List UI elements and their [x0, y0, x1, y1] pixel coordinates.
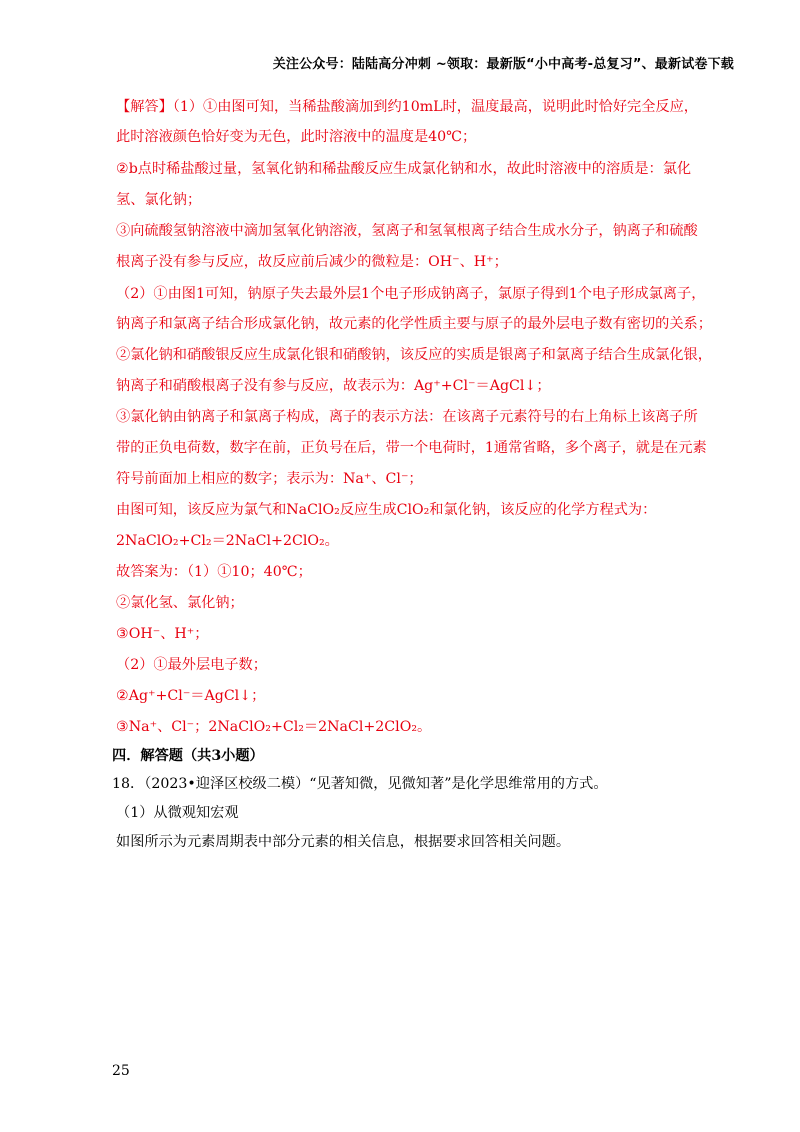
answer-line: 此时溶液颜色恰好变为无色，此时溶液中的温度是40℃；	[116, 129, 477, 145]
section-title: 四．解答题（共3小题）	[112, 748, 264, 764]
page-number: 25	[112, 1063, 130, 1079]
question-line: 如图所示为元素周期表中部分元素的相关信息，根据要求回答相关问题。	[116, 834, 571, 850]
answer-line: 钠离子和氯离子结合形成氯化钠，故元素的化学性质主要与原子的最外层电子数有密切的关系；	[116, 316, 712, 332]
answer-line: 2NaClO₂+Cl₂＝2NaCl+2ClO₂。	[116, 533, 339, 549]
answer-line: 由图可知，该反应为氯气和NaClO₂反应生成ClO₂和氯化钠，该反应的化学方程式为：	[116, 502, 657, 518]
answer-line: ②b点时稀盐酸过量，氢氧化钠和稀盐酸反应生成氯化钠和水，故此时溶液中的溶质是：氯化	[116, 161, 692, 177]
answer-line: （2）①最外层电子数；	[116, 657, 267, 673]
answer-line: ②氯化氢、氯化钠；	[116, 595, 244, 611]
question-line: 18．（2023•迎泽区校级二模）“见著知微，见微知著”是化学思维常用的方式。	[112, 776, 608, 792]
question-line: （1）从微观知宏观	[116, 805, 239, 821]
answer-line: 故答案为：（1）①10；40℃；	[116, 564, 312, 580]
answer-line: ③向硫酸氢钠溶液中滴加氢氧化钠溶液，氢离子和氢氧根离子结合生成水分子，钠离子和硫酸	[116, 223, 698, 239]
answer-line: ②Ag⁺+Cl⁻＝AgCl↓；	[116, 688, 266, 704]
answer-line: 符号前面加上相应的数字；表示为：Na⁺、Cl⁻；	[116, 471, 423, 487]
answer-line: ③氯化钠由钠离子和氯离子构成，离子的表示方法：在该离子元素符号的右上角标上该离子所	[116, 409, 698, 425]
answer-line: ③OH⁻、H⁺；	[116, 626, 209, 642]
answer-line: （2）①由图1可知，钠原子失去最外层1个电子形成钠离子，氯原子得到1个电子形成氯离子，	[116, 286, 706, 302]
answer-line: 钠离子和硝酸根离子没有参与反应，故表示为：Ag⁺+Cl⁻＝AgCl↓；	[116, 378, 551, 394]
answer-line: ②氯化钠和硝酸银反应生成氯化银和硝酸钠，该反应的实质是银离子和氯离子结合生成氯化银，	[116, 347, 712, 363]
answer-line: 带的正负电荷数，数字在前，正负号在后，带一个电荷时，1通常省略，多个离子，就是在元素	[116, 440, 707, 456]
answer-line: 【解答】（1）①由图可知，当稀盐酸滴加到约10mL时，温度最高，说明此时恰好完全反应，	[116, 99, 698, 115]
page-header: 关注公众号：陆陆高分冲刺 ~领取：最新版“小中高考-总复习”、最新试卷下载	[272, 57, 734, 72]
answer-line: 氢、氯化钠；	[116, 192, 202, 208]
answer-line: ③Na⁺、Cl⁻；2NaClO₂+Cl₂＝2NaCl+2ClO₂。	[116, 719, 432, 735]
answer-line: 根离子没有参与反应，故反应前后减少的微粒是：OH⁻、H⁺；	[116, 254, 508, 270]
